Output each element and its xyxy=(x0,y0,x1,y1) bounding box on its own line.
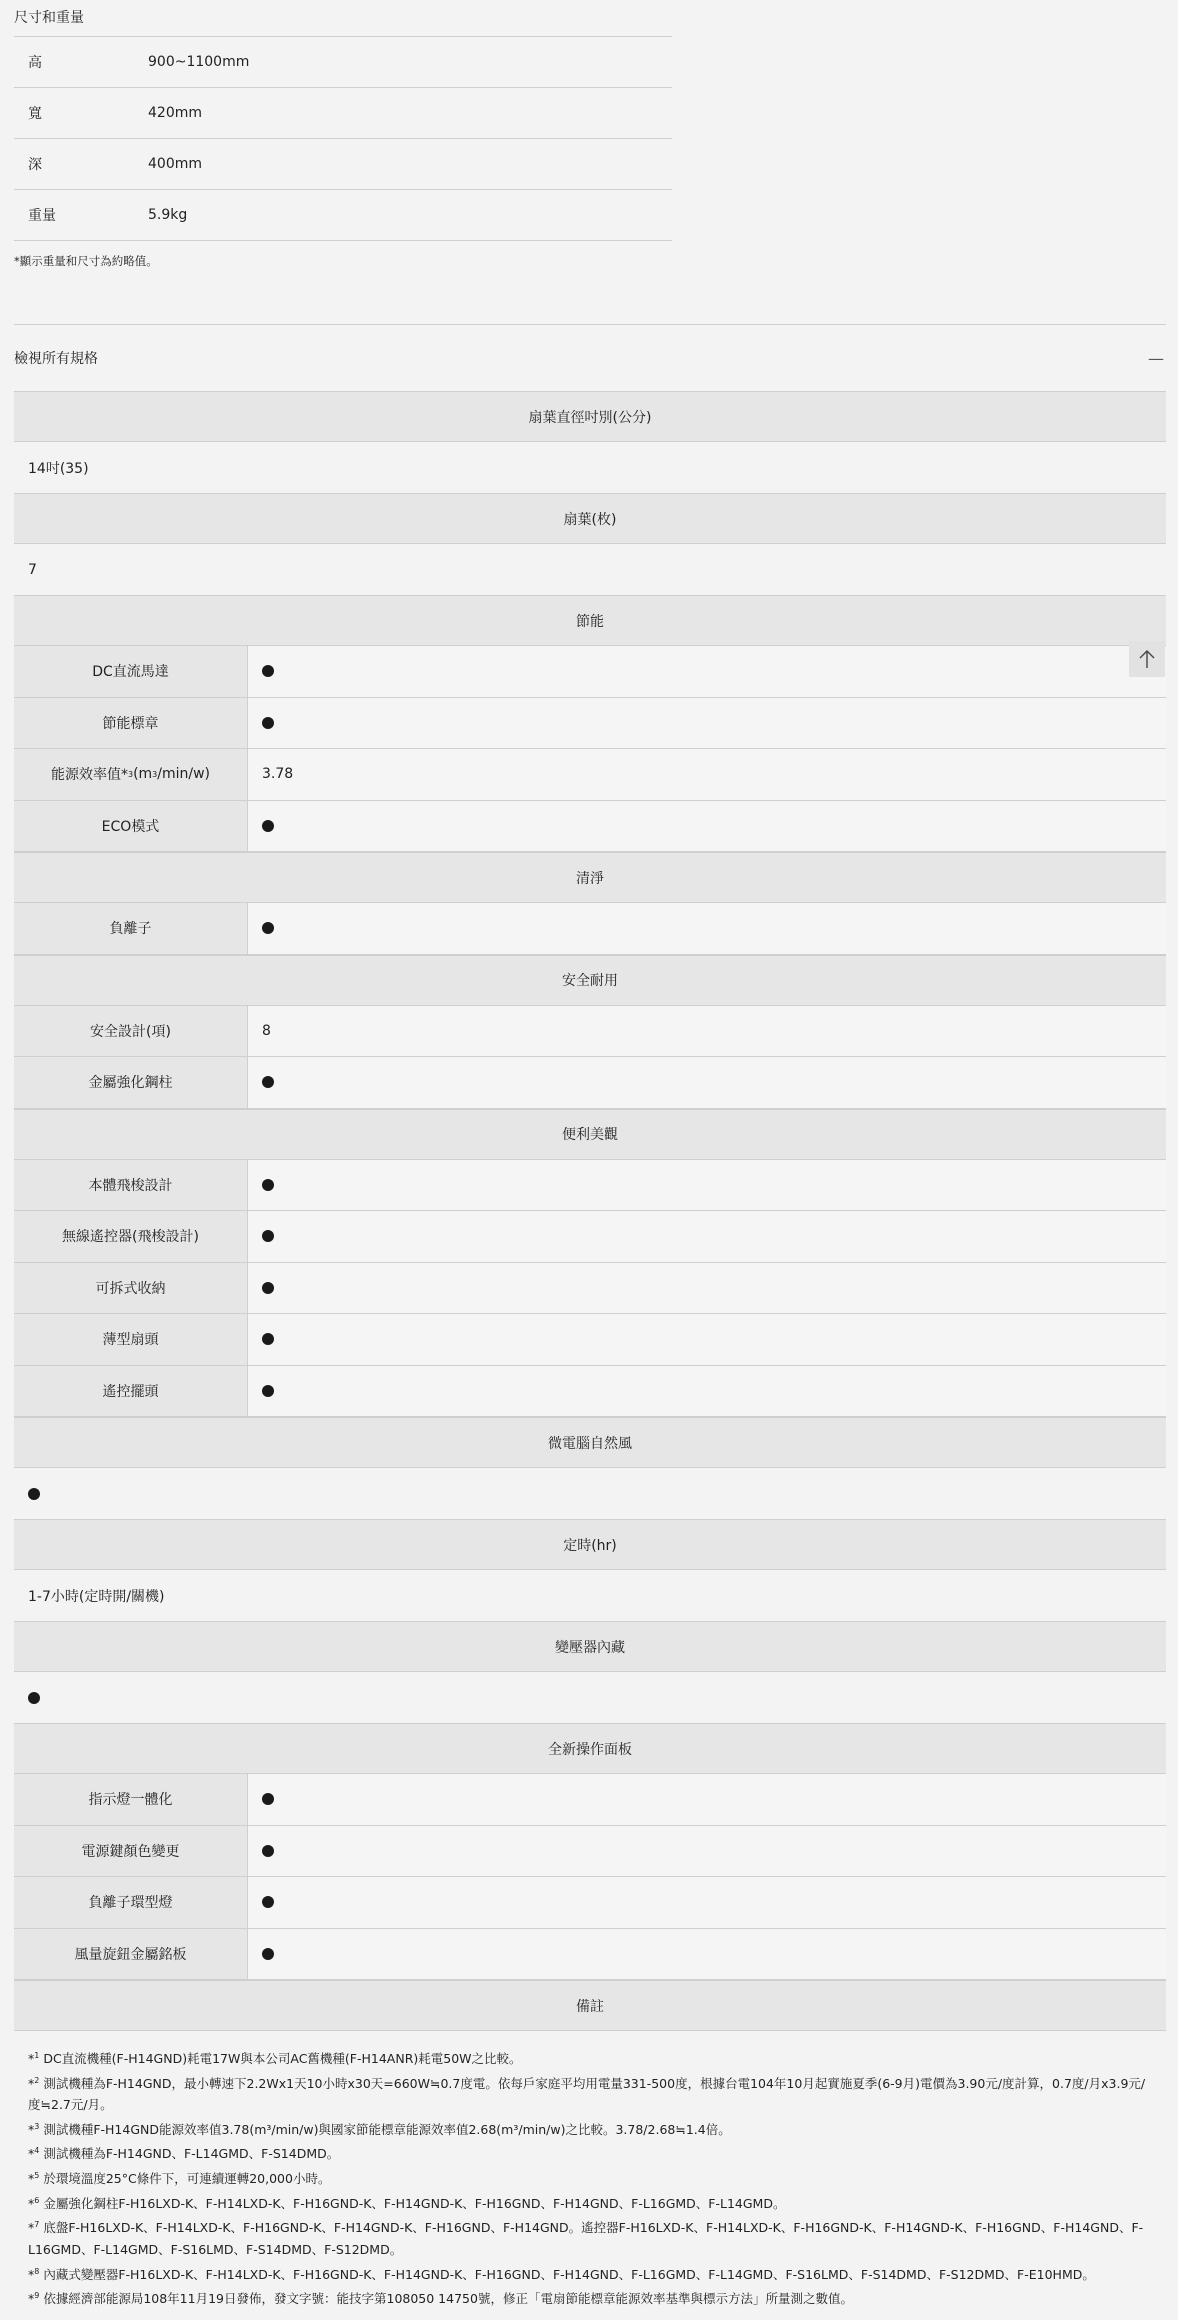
spec-section-header: 全新操作面板 xyxy=(14,1723,1166,1774)
footnote: *$^9$ 依據經濟部能源局108年11月19日發佈，發文字號：能技字第108050 14750號，修正「電扇節能標章能源效率基準與標示方法」所量測之數值。 xyxy=(28,2291,853,2307)
spec-row xyxy=(14,1160,1166,1212)
yes-dot-icon xyxy=(262,1385,274,1397)
spec-row xyxy=(14,1314,1166,1366)
view-all-specs-toggle[interactable] xyxy=(14,340,1166,376)
yes-dot-icon xyxy=(28,1692,40,1704)
spec-value: 14吋(35) xyxy=(28,460,89,477)
spec-row xyxy=(14,1006,1166,1058)
spec-row xyxy=(14,1263,1166,1315)
spec-row xyxy=(14,1929,1166,1981)
yes-dot-icon xyxy=(262,1948,274,1960)
spec-label: 安全設計(項) xyxy=(14,1006,248,1057)
spec-label: 薄型扇頭 xyxy=(14,1314,248,1365)
spec-section-header: 定時(hr) xyxy=(14,1519,1166,1570)
unit-superscript: 3 xyxy=(152,769,158,779)
view-all-specs-label: 檢視所有規格 xyxy=(14,351,98,367)
spec-value: 1-7小時(定時開/關機) xyxy=(28,1588,165,1605)
yes-dot-icon xyxy=(262,1179,274,1191)
spec-row xyxy=(14,1877,1166,1929)
remarks-notes xyxy=(14,2031,1166,2310)
spec-row xyxy=(14,646,1166,698)
spec-section-header: 節能 xyxy=(14,595,1166,646)
spec-label: 指示燈一體化 xyxy=(14,1774,248,1825)
dimension-row-weight xyxy=(14,190,672,241)
footnote-marker: 3 xyxy=(127,769,134,779)
efficiency-unit-text: (m xyxy=(133,766,153,783)
spec-section-header: 便利美觀 xyxy=(14,1109,1166,1160)
spec-label: 負離子 xyxy=(14,903,248,954)
dimension-value: 420mm xyxy=(148,105,202,121)
dimension-value: 900~1100mm xyxy=(148,54,250,70)
yes-dot-icon xyxy=(262,1896,274,1908)
spec-row xyxy=(14,801,1166,853)
dimension-value: 400mm xyxy=(148,156,202,172)
spec-section-header: 扇葉直徑吋別(公分) xyxy=(14,391,1166,442)
dimension-row-depth xyxy=(14,139,672,190)
spec-table xyxy=(14,391,1166,2310)
spec-label: 節能標章 xyxy=(14,698,248,749)
dimension-label: 重量 xyxy=(28,208,56,224)
footnote: *$^3$ 測試機種F-H14GND能源效率值3.78(m³/min/w)與國家節能標章能源效率值2.68(m³/min/w)之比較。3.78/2.68≒1.4倍。 xyxy=(28,2121,731,2137)
spec-section-header: 變壓器內藏 xyxy=(14,1621,1166,1672)
spec-row xyxy=(14,1826,1166,1878)
yes-dot-icon xyxy=(262,1793,274,1805)
yes-dot-icon xyxy=(262,1333,274,1345)
spec-section-header: 清淨 xyxy=(14,852,1166,903)
spec-label: 負離子環型燈 xyxy=(14,1877,248,1928)
spec-label: 可拆式收納 xyxy=(14,1263,248,1314)
spec-label: 電源鍵顏色變更 xyxy=(14,1826,248,1877)
spec-label: ECO模式 xyxy=(14,801,248,852)
yes-dot-icon xyxy=(262,820,274,832)
footnote: *$^8$ 內藏式變壓器F-H16LXD-K、F-H14LXD-K、F-H16GND-K、F-H14GND-K、F-H16GND、F-H14GND、F-L16GMD、F-L14GMD、F-S16LMD、F-S14DMD、F-S12DMD、F-E10HMD。 xyxy=(28,2266,1095,2282)
dimension-label: 高 xyxy=(28,55,42,71)
spec-label: DC直流馬達 xyxy=(14,646,248,697)
spec-value: 3.78 xyxy=(248,749,1166,800)
spec-row xyxy=(14,1366,1166,1418)
spec-label: 風量旋鈕金屬銘板 xyxy=(14,1929,248,1980)
efficiency-unit-text: /min/w) xyxy=(157,766,211,783)
yes-dot-icon xyxy=(262,922,274,934)
footnote: *$^1$ DC直流機種(F-H14GND)耗電17W與本公司AC舊機種(F-H14ANR)耗電50W之比較。 xyxy=(28,2051,522,2067)
spec-row xyxy=(14,698,1166,750)
spec-row xyxy=(14,749,1166,801)
yes-dot-icon xyxy=(262,665,274,677)
spec-label: 本體飛梭設計 xyxy=(14,1160,248,1211)
spec-row xyxy=(14,1211,1166,1263)
efficiency-label-text: 能源效率值* xyxy=(50,767,128,784)
back-to-top-button[interactable] xyxy=(1129,641,1165,677)
spec-section-header: 微電腦自然風 xyxy=(14,1417,1166,1468)
collapse-icon[interactable]: — xyxy=(1148,348,1164,368)
arrow-up-icon xyxy=(1138,649,1156,669)
dimension-row-height xyxy=(14,37,672,88)
spec-section-header: 備註 xyxy=(14,1980,1166,2031)
spec-row xyxy=(14,1774,1166,1826)
yes-dot-icon xyxy=(262,1230,274,1242)
spec-label: 金屬強化鋼柱 xyxy=(14,1057,248,1108)
section-divider xyxy=(14,324,1166,325)
yes-dot-icon xyxy=(262,1282,274,1294)
spec-section-header: 安全耐用 xyxy=(14,955,1166,1006)
spec-section-header: 扇葉(枚) xyxy=(14,493,1166,544)
footnote: *$^7$ 底盤F-H16LXD-K、F-H14LXD-K、F-H16GND-K、F-H14GND-K、F-H16GND、F-H14GND。遙控器F-H16LXD-K、F-H14LXD-K、F-H16GND-K、F-H14GND-K、F-H16GND、F-H14GND、F-L16GMD、F-L14GMD、F-S16LMD、F-S14DMD、F-S12DMD。 xyxy=(28,2220,1144,2258)
footnote: *$^4$ 測試機種為F-H14GND、F-L14GMD、F-S14DMD。 xyxy=(28,2146,340,2162)
dimensions-section xyxy=(14,0,672,269)
footnote: *$^2$ 測試機種為F-H14GND，最小轉速下2.2Wx1天10小時x30天=660W≒0.7度電。依每戶家庭平均用電量331-500度，根據台電104年10月起實施夏季(6-9月)電價為3.90元/度計算，0.7度/月x3.9元/度≒2.7元/月。 xyxy=(28,2075,1146,2113)
dimension-value: 5.9kg xyxy=(148,207,188,223)
spec-label-efficiency xyxy=(14,749,248,800)
dimension-row-width xyxy=(14,88,672,139)
spec-label: 無線遙控器(飛梭設計) xyxy=(14,1211,248,1262)
yes-dot-icon xyxy=(28,1488,40,1500)
spec-row xyxy=(14,903,1166,955)
dimension-label: 深 xyxy=(28,157,42,173)
dimension-label: 寬 xyxy=(28,106,42,122)
spec-row xyxy=(14,1057,1166,1109)
yes-dot-icon xyxy=(262,1845,274,1857)
yes-dot-icon xyxy=(262,717,274,729)
yes-dot-icon xyxy=(262,1076,274,1088)
footnote: *$^6$ 金屬強化鋼柱F-H16LXD-K、F-H14LXD-K、F-H16GND-K、F-H14GND-K、F-H16GND、F-H14GND、F-L16GMD、F-L14GMD。 xyxy=(28,2195,786,2211)
spec-value: 7 xyxy=(28,561,37,578)
footnote: *$^5$ 於環境溫度25°C條件下，可連續運轉20,000小時。 xyxy=(28,2171,331,2187)
dimensions-note: *顯示重量和尺寸為約略值。 xyxy=(14,254,158,268)
spec-label: 遙控擺頭 xyxy=(14,1366,248,1417)
dimensions-title: 尺寸和重量 xyxy=(14,0,672,37)
spec-value: 8 xyxy=(248,1006,1166,1057)
